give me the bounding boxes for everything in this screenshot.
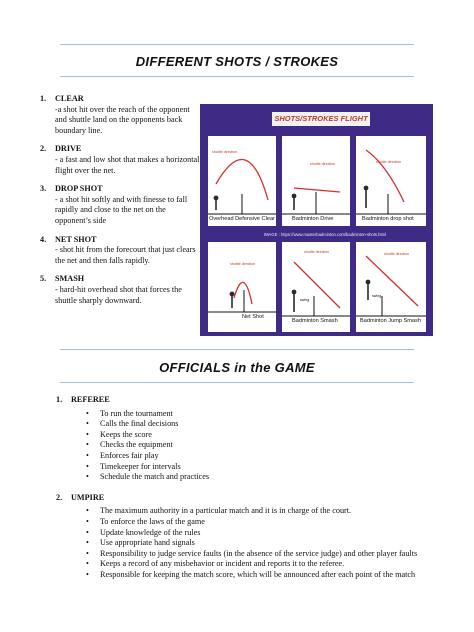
role-title: REFEREE xyxy=(71,395,110,404)
list-item: • Schedule the match and practices xyxy=(56,472,436,483)
shot-item-net-shot xyxy=(40,235,200,267)
shot-description: - a shot hit softly and with finesse to fall rapidly and close to the net on the opponent’s side xyxy=(55,194,188,225)
list-item: • Enforces fair play xyxy=(56,451,436,462)
list-item: • Keeps a record of any misbehavior or incident and reports it to the referee. xyxy=(56,559,436,570)
shot-item-smash xyxy=(40,274,200,306)
list-item: • Checks the equipment xyxy=(56,440,436,451)
panel-label: Overhead Defensive Clear xyxy=(209,216,275,222)
panel-net-shot xyxy=(208,242,276,332)
shots-flight-figure xyxy=(200,104,433,336)
divider-above-officials xyxy=(60,349,414,350)
swing-label: swing xyxy=(300,298,310,302)
role-referee xyxy=(56,395,436,483)
panel-drop-shot xyxy=(356,136,426,226)
shot-description: -a shot hit over the reach of the opponent and shuttle land on the opponents back boundary line. xyxy=(55,104,190,135)
list-item: • The maximum authority in a particular match and it is in charge of the court. xyxy=(56,506,436,517)
swing-label: swing xyxy=(372,294,382,298)
role-umpire xyxy=(56,493,436,581)
shuttle-direction-label: shuttle direction xyxy=(212,150,238,154)
umpire-duties xyxy=(56,506,436,580)
list-item: • Responsibility to judge service faults (in the absence of the service judge) and other player faults xyxy=(56,549,436,560)
panel-label: Badminton Drive xyxy=(292,216,334,222)
referee-duties xyxy=(56,409,436,483)
shuttle-direction-label: shuttle direction xyxy=(376,160,402,164)
drive-flight-diagram xyxy=(282,136,350,226)
officials-list xyxy=(56,395,436,591)
list-item: • To run the tournament xyxy=(56,409,436,420)
list-item: • To enforce the laws of the game xyxy=(56,517,436,528)
panel-drive xyxy=(282,136,350,226)
shot-title: DROP SHOT xyxy=(55,184,103,194)
shot-title: SMASH xyxy=(55,274,85,284)
panel-label: Badminton Jump Smash xyxy=(360,318,421,324)
list-item: • Update knowledge of the rules xyxy=(56,528,436,539)
panel-label: Badminton Smash xyxy=(292,318,338,324)
shot-number: 4. xyxy=(40,234,47,244)
shots-list xyxy=(40,94,200,314)
shot-title: DRIVE xyxy=(55,144,82,154)
shot-number: 5. xyxy=(40,274,47,284)
shot-description: - hard-hit overhead shot that forces the shuttle sharply downward. xyxy=(55,284,182,305)
role-title: UMPIRE xyxy=(71,492,105,502)
list-item: • Use appropriate hand signals xyxy=(56,538,436,549)
shot-description: - shot hit from the forecourt that just clears the net and then falls rapidly. xyxy=(55,245,196,265)
panel-overhead-clear xyxy=(208,136,276,226)
shuttle-direction-label: shuttle direction xyxy=(230,262,256,266)
role-number: 2. xyxy=(56,492,63,502)
panel-jump-smash xyxy=(356,242,426,332)
shot-number: 1. xyxy=(40,94,47,103)
list-item: • Calls the final decisions xyxy=(56,419,436,430)
role-number: 1. xyxy=(56,395,63,404)
divider-top xyxy=(60,44,414,45)
drop-shot-flight-diagram xyxy=(356,136,426,226)
list-item: • Responsible for keeping the match score, which will be announced after each point of the match xyxy=(56,570,436,581)
heading-shots: DIFFERENT SHOTS / STROKES xyxy=(135,54,339,69)
shot-number: 2. xyxy=(40,144,47,154)
list-item: • Keeps the score xyxy=(56,430,436,441)
shot-description: - a fast and low shot that makes a horizontal flight over the net. xyxy=(55,154,200,175)
panel-smash xyxy=(282,242,350,332)
shot-item-drop-shot xyxy=(40,184,200,226)
shuttle-direction-label: shuttle direction xyxy=(304,250,330,254)
figure-credit: IMAGE : https://www.masterbadminton.com/badminton-shots.html xyxy=(263,232,387,237)
shot-title: NET SHOT xyxy=(55,234,97,244)
heading-officials: OFFICIALS in the GAME xyxy=(159,360,315,375)
panel-label: Net Shot xyxy=(242,314,264,320)
figure-title: SHOTS/STROKES FLIGHT xyxy=(272,112,370,126)
divider-under-shots-heading xyxy=(60,76,414,77)
shot-title: CLEAR xyxy=(55,94,84,103)
panel-label: Badminton drop shot xyxy=(362,216,414,222)
shot-item-clear xyxy=(40,94,200,136)
shot-item-drive xyxy=(40,144,200,176)
list-item: • Timekeeper for intervals xyxy=(56,462,436,473)
shuttle-direction-label: shuttle direction xyxy=(310,162,336,166)
shuttle-direction-label: shuttle direction xyxy=(384,252,410,256)
shot-number: 3. xyxy=(40,184,47,194)
divider-under-officials-heading xyxy=(60,382,414,383)
